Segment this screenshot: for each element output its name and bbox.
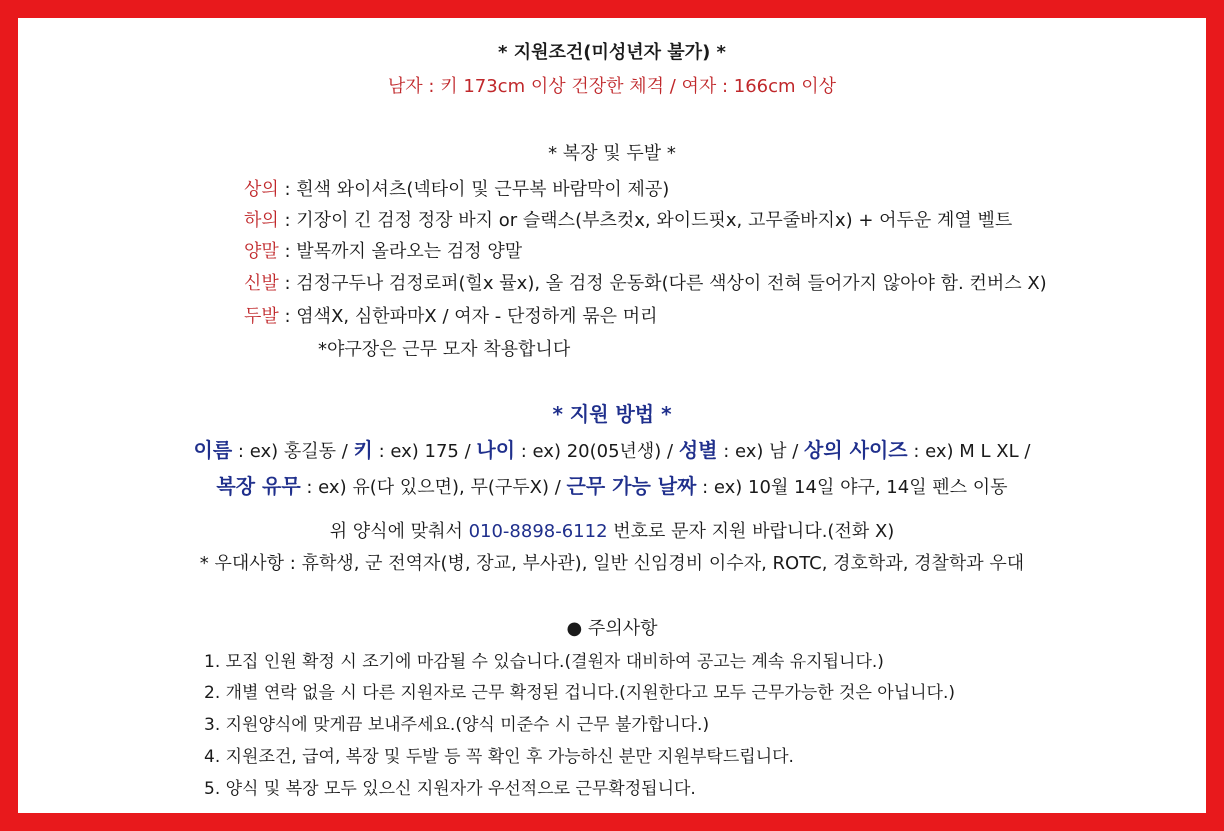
dress-label: 하의 [244,210,279,231]
notice-item: 1. 모집 인원 확정 시 조기에 마감될 수 있습니다.(결원자 대비하여 공고는 계속 유지됩니다.) [204,652,884,672]
dress-item-bottom [244,206,1012,232]
notice-item: 3. 지원양식에 맞게끔 보내주세요.(양식 미준수 시 근무 불가합니다.) [204,715,710,735]
method-fields-row-1 [18,434,1206,463]
contact-suffix: 번호로 문자 지원 바랍니다.(전화 X) [607,521,895,542]
contact-prefix: 위 양식에 맞춰서 [329,521,469,542]
dress-item-shoes [244,269,1047,295]
conditions-title: * 지원조건(미성년자 불가) * [498,42,726,63]
notice-item: 4. 지원조건, 급여, 복장 및 두발 등 꼭 확인 후 가능하신 분만 지원부탁드립니다. [204,747,794,767]
field-example-height: : ex) 175 / [372,441,477,462]
dress-text: : 발목까지 올라오는 검정 양말 [278,241,523,262]
dress-label: 두발 [244,306,279,327]
field-label-gender: 성별 [678,438,718,462]
dress-text: : 기장이 긴 검정 정장 바지 or 슬랙스(부츠컷x, 와이드핏x, 고무줄바지x) + 어두운 계열 벨트 [278,210,1013,231]
field-label-height: 키 [353,438,373,462]
notice-item: 2. 개별 연락 없을 시 다른 지원자로 근무 확정된 겁니다.(지원한다고 모두 근무가능한 것은 아닙니다.) [204,683,955,703]
field-example-gender: : ex) 남 / [717,441,805,462]
field-example-available-date: : ex) 10월 14일 야구, 14일 펜스 이동 [696,477,1008,498]
dress-item-hair [244,302,658,328]
field-label-age: 나이 [476,438,516,462]
method-title: * 지원 방법 * [552,402,672,426]
method-fields-row-2 [18,470,1206,499]
field-label-outfit: 복장 유무 [216,474,301,498]
dress-item-socks [244,237,522,263]
phone-number: 010-8898-6112 [468,521,608,542]
dress-text: : 염색X, 심한파마X / 여자 - 단정하게 묶은 머리 [278,306,658,327]
dress-text: : 흰색 와이셔츠(넥타이 및 근무복 바람막이 제공) [278,179,670,200]
dress-text: : 검정구두나 검정로퍼(힐x 뮬x), 올 검정 운동화(다른 색상이 전혀 들어가지 않아야 함. 컨버스 X) [278,273,1047,294]
dress-label: 양말 [244,241,279,262]
field-label-shirt-size: 상의 사이즈 [804,438,908,462]
field-example-outfit: : ex) 유(다 있으면), 무(구두X) / [300,477,567,498]
field-example-age: : ex) 20(05년생) / [515,441,679,462]
recruitment-notice [18,18,1206,813]
dress-note: *야구장은 근무 모자 착용합니다 [318,339,571,360]
notices-title: ● 주의사항 [566,618,658,639]
contact-line [18,517,1206,543]
dress-title: * 복장 및 두발 * [548,143,676,164]
dress-item-top [244,175,669,201]
field-label-name: 이름 [193,438,233,462]
field-label-available-date: 근무 가능 날짜 [566,474,697,498]
field-example-name: : ex) 홍길동 / [232,441,354,462]
conditions-requirement: 남자 : 키 173cm 이상 건장한 체격 / 여자 : 166cm 이상 [387,76,837,97]
dress-label: 상의 [244,179,279,200]
field-example-shirt-size: : ex) M L XL / [907,441,1031,462]
preference-line: * 우대사항 : 휴학생, 군 전역자(병, 장교, 부사관), 일반 신임경비 이수자, ROTC, 경호학과, 경찰학과 우대 [199,553,1025,574]
notice-item: 5. 양식 및 복장 모두 있으신 지원자가 우선적으로 근무확정됩니다. [204,779,696,799]
dress-label: 신발 [244,273,279,294]
